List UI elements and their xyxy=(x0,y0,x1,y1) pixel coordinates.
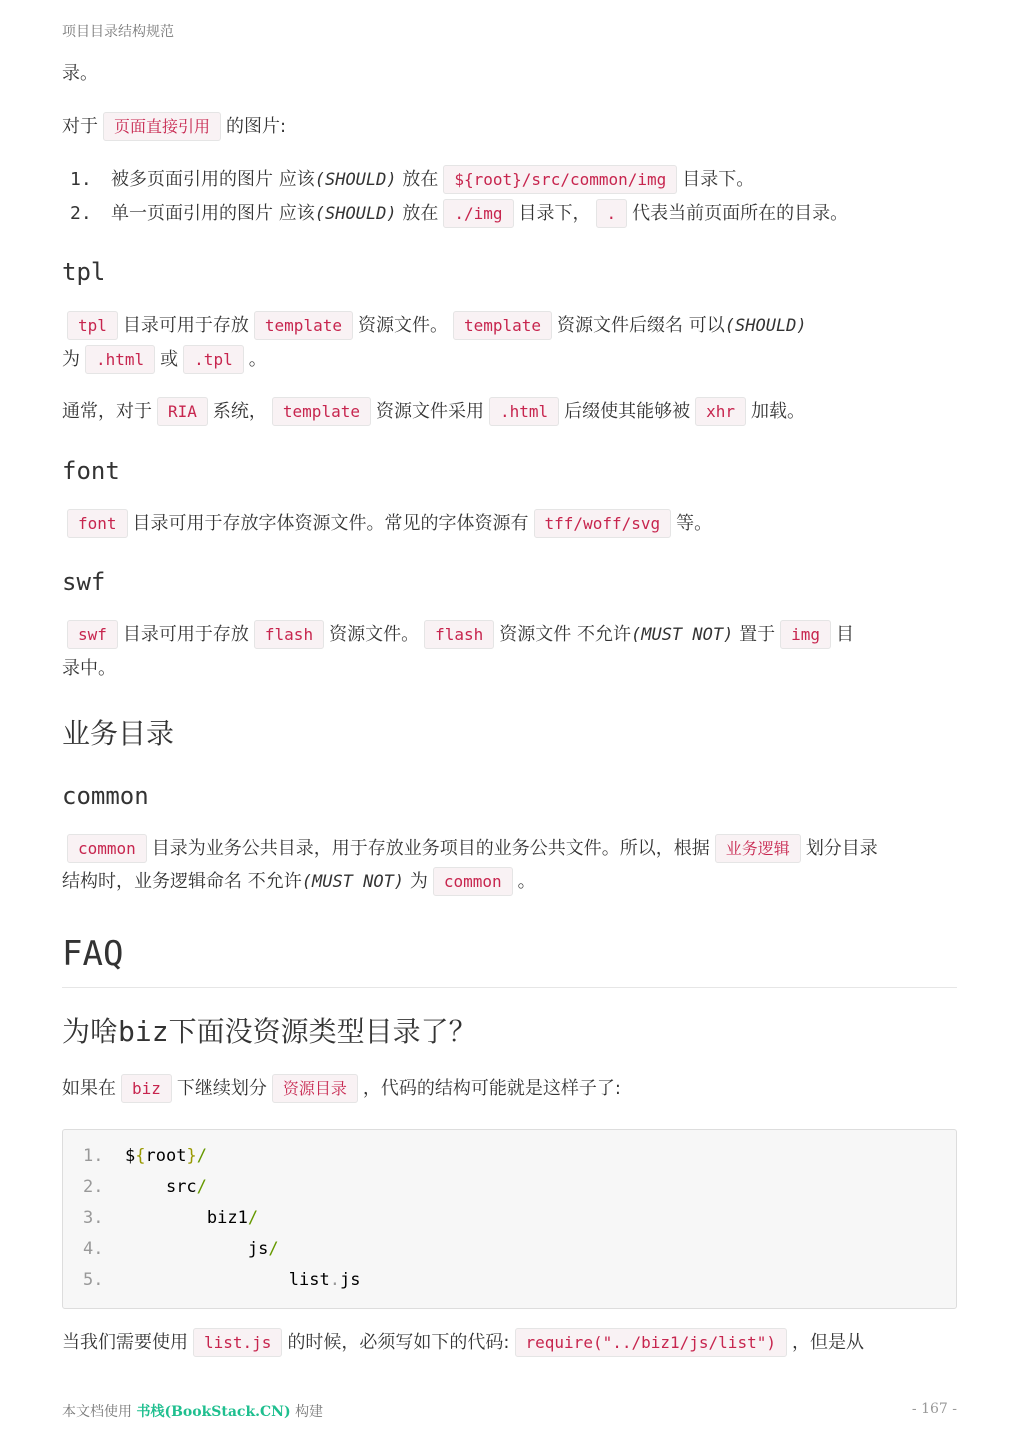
inline-code: .html xyxy=(489,397,559,426)
img-rules-list xyxy=(62,163,957,231)
inline-code: common xyxy=(67,834,147,863)
inline-code: template xyxy=(254,311,353,340)
heading-tpl: tpl xyxy=(62,258,106,286)
last-paragraph: 当我们需要使用 list.js 的时候，必须写如下的代码: require("../biz1/js/list") ，但是从 xyxy=(62,1326,957,1359)
inline-code: template xyxy=(453,311,552,340)
page-footer: 本文档使用 书栈(BookStack.CN) 构建 xyxy=(62,1404,324,1420)
inline-code: 资源目录 xyxy=(272,1074,358,1103)
inline-code: tff/woff/svg xyxy=(534,509,672,538)
inline-code: ./img xyxy=(443,199,513,228)
inline-code: .html xyxy=(85,345,155,374)
heading-question: 为啥biz下面没资源类型目录了？ xyxy=(62,1015,477,1048)
inline-code: require("../biz1/js/list") xyxy=(515,1328,787,1357)
inline-code: flash xyxy=(424,620,494,649)
inline-code: ${root}/src/common/img xyxy=(443,165,677,194)
inline-code: .tpl xyxy=(183,345,244,374)
line-number: 4. xyxy=(83,1239,104,1259)
code-text: list.js xyxy=(288,1270,361,1290)
inline-code: biz xyxy=(121,1074,172,1103)
list-item: 2. 单一页面引用的图片 应该(SHOULD) 放在 ./img 目录下， . 代表当前页面所在的目录。 xyxy=(62,197,957,231)
line-number: 3. xyxy=(83,1208,104,1228)
line-number: 1. xyxy=(83,1146,104,1166)
inline-code: 页面直接引用 xyxy=(103,112,221,141)
inline-code: xhr xyxy=(695,397,746,426)
question-paragraph: 如果在 biz 下继续划分 资源目录 ，代码的结构可能就是这样子了: xyxy=(62,1072,957,1105)
heading-font: font xyxy=(62,457,120,485)
font-paragraph: font 目录可用于存放字体资源文件。常见的字体资源有 tff/woff/svg 等。 xyxy=(62,507,957,540)
swf-paragraph: swf 目录可用于存放 flash 资源文件。 flash 资源文件 不允许(MUST NOT) 置于 img 目 录中。 xyxy=(62,618,957,685)
bookstack-link[interactable]: 书栈(BookStack.CN) xyxy=(136,1404,291,1420)
inline-code: font xyxy=(67,509,128,538)
inline-code: img xyxy=(780,620,831,649)
code-text: biz1/ xyxy=(206,1208,259,1228)
code-block xyxy=(62,1129,957,1309)
list-item: 1. 被多页面引用的图片 应该(SHOULD) 放在 ${root}/src/common/img 目录下。 xyxy=(62,163,957,197)
paragraph-fragment: 录。 xyxy=(62,63,98,84)
inline-code: 业务逻辑 xyxy=(715,834,801,863)
img-lead-paragraph: 对于 页面直接引用 的图片: xyxy=(62,110,957,143)
heading-swf: swf xyxy=(62,568,106,596)
tpl-paragraph-1: tpl 目录可用于存放 template 资源文件。 template 资源文件后缀名 可以(SHOULD) 为 .html 或 .tpl 。 xyxy=(62,309,957,376)
code-text: js/ xyxy=(247,1239,279,1259)
page-number: - 167 - xyxy=(911,1401,957,1417)
tpl-paragraph-2: 通常，对于 RIA 系统， template 资源文件采用 .html 后缀使其能够被 xhr 加载。 xyxy=(62,395,957,428)
code-text: src/ xyxy=(165,1177,207,1197)
heading-divider xyxy=(62,987,957,988)
inline-code: flash xyxy=(254,620,324,649)
inline-code: list.js xyxy=(193,1328,282,1357)
page-header: 项目目录结构规范 xyxy=(62,24,174,40)
inline-code: swf xyxy=(67,620,118,649)
heading-biz-dir: 业务目录 xyxy=(62,717,175,750)
inline-code: RIA xyxy=(157,397,208,426)
heading-faq: FAQ xyxy=(62,934,124,974)
heading-common: common xyxy=(62,782,149,810)
inline-code: template xyxy=(272,397,371,426)
inline-code: common xyxy=(433,867,513,896)
common-paragraph: common 目录为业务公共目录，用于存放业务项目的业务公共文件。所以，根据 业务逻辑 划分目录 结构时，业务逻辑命名 不允许(MUST NOT) 为 common 。 xyxy=(62,832,957,899)
code-text: ${root}/ xyxy=(125,1146,207,1166)
line-number: 2. xyxy=(83,1177,104,1197)
inline-code: tpl xyxy=(67,311,118,340)
inline-code: . xyxy=(596,199,628,228)
line-number: 5. xyxy=(83,1270,104,1290)
